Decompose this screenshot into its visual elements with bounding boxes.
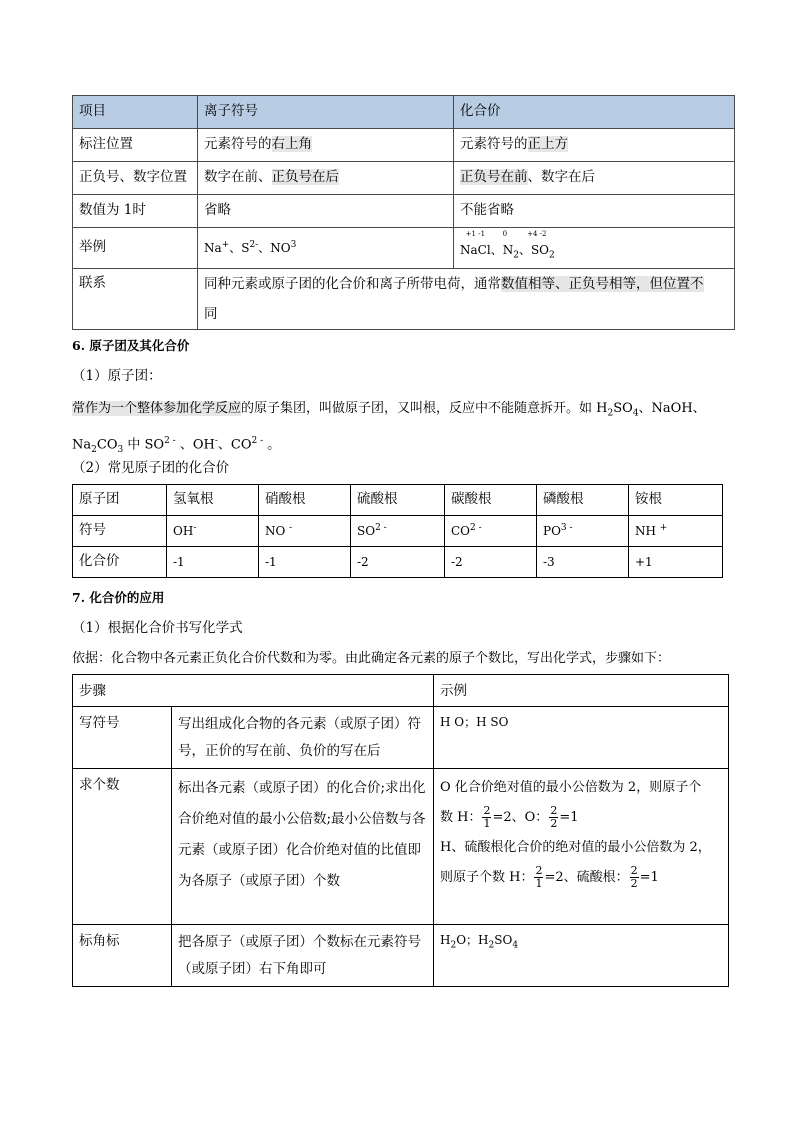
table-row (73, 925, 729, 987)
formula-text: CO (96, 436, 118, 452)
cell: +1 (629, 547, 723, 578)
table-row (73, 129, 735, 162)
header-valence: 化合价 (454, 96, 735, 129)
formula-text: H (440, 933, 451, 947)
superscript: - (193, 522, 197, 533)
row-label: 数值为 1时 (73, 195, 198, 228)
denominator: 1 (535, 877, 543, 890)
denominator: 2 (550, 817, 558, 830)
formula-text: 、S (229, 240, 250, 255)
cell (198, 162, 454, 195)
ion-vs-valence-table (72, 95, 735, 330)
cell-highlight: 正负号在前 (460, 169, 528, 186)
table-row (73, 516, 723, 547)
paragraph-text: 、NaOH、 (638, 401, 706, 416)
example-valence-cell (454, 228, 735, 269)
cell-text: 元素符号的 (204, 136, 272, 153)
section-6-sub1: （1）原子团： (72, 368, 162, 384)
paragraph-text: 。 (263, 436, 281, 452)
formula-n2 (490, 230, 519, 264)
subscript: 2 (607, 408, 614, 419)
example-ion-cell (198, 228, 454, 269)
numerator: 2 (535, 864, 543, 877)
cell: 碳酸根 (445, 485, 537, 516)
symbol-cell (629, 516, 723, 547)
formula-text: SO (494, 933, 513, 947)
subscript: 2 (488, 940, 495, 951)
highlighted-text: 常作为一个整体参加化学反应 (72, 401, 242, 416)
cell-text: 同种元素或原子团的化合价和离子所带电荷，通常 (204, 276, 501, 292)
step-desc: 写出组成化合物的各元素（或原子团）符号，正价的写在前、负价的写在后 (172, 707, 434, 769)
step-label: 求个数 (73, 769, 172, 925)
valence-mark: 0 (502, 230, 508, 239)
superscript: 2 - (375, 522, 387, 533)
subscript: 2 (91, 444, 97, 455)
example-text: O 化合价绝对值的最小公倍数为 2，则原子个 (440, 780, 702, 795)
formula-text: SO (613, 401, 633, 416)
cell: -2 (445, 547, 537, 578)
header-item: 项目 (73, 96, 198, 129)
cell: 铵根 (629, 485, 723, 516)
cell-text: 同 (204, 306, 218, 322)
example-text: 数 H： (440, 810, 482, 825)
cell: -1 (259, 547, 351, 578)
symbol-cell (445, 516, 537, 547)
steps-table (72, 674, 729, 987)
example-text: =2、O： (492, 810, 549, 825)
row-label: 化合价 (73, 547, 167, 578)
step-example (434, 925, 729, 987)
cell (454, 162, 735, 195)
cell-text: 、数字在后 (527, 169, 595, 186)
formula-text: PO (543, 523, 561, 538)
radical-valence-table (72, 484, 723, 578)
table-row (73, 707, 729, 769)
table-header-row (73, 675, 729, 707)
subscript: 3 (117, 444, 124, 455)
cell (454, 129, 735, 162)
subscript: 2 (450, 940, 457, 951)
cell (198, 129, 454, 162)
formula-text: Na (72, 436, 92, 452)
fraction (549, 805, 558, 830)
cell-highlight: 正负号在后 (271, 169, 339, 186)
table-row (73, 195, 735, 228)
valence-mark: +1 -1 (465, 230, 486, 239)
symbol-cell (351, 516, 445, 547)
formula-text: NaCl (460, 243, 491, 258)
superscript: + (659, 522, 668, 533)
section-6-paragraph (72, 395, 742, 464)
symbol-cell (259, 516, 351, 547)
example-text: 则原子个数 H： (440, 870, 534, 885)
example-text: =1 (559, 810, 579, 825)
cell-highlight: 正上方 (527, 136, 568, 153)
formula-nacl (460, 230, 491, 262)
superscript: 3 - (560, 522, 573, 533)
subscript: 2 (513, 250, 519, 261)
superscript: 2 - (164, 435, 176, 446)
section-7-title: 7. 化合价的应用 (72, 590, 165, 605)
cell-text: 元素符号的 (460, 136, 528, 153)
cell: -3 (537, 547, 629, 578)
table-row (73, 228, 735, 269)
numerator: 2 (630, 864, 638, 877)
cell-text: 数字在前、 (204, 169, 272, 186)
cell: 省略 (198, 195, 454, 228)
subscript: 2 (549, 250, 555, 261)
superscript: + (221, 239, 230, 250)
cell-highlight: 右上角 (271, 136, 312, 153)
subscript: 4 (512, 940, 519, 951)
denominator: 2 (630, 877, 638, 890)
step-desc: 标出各元素（或原子团）的化合价;求出化合价绝对值的最小公倍数;最小公倍数与各元素（或原子团）化合价绝对值的比值即为各原子（或原子团）个数 (172, 769, 434, 925)
table-row (73, 269, 735, 330)
row-label: 标注位置 (73, 129, 198, 162)
example-text: H、硫酸根化合价的绝对值的最小公倍数为 2， (440, 840, 711, 855)
denominator: 1 (483, 817, 491, 830)
step-label: 标角标 (73, 925, 172, 987)
cell: -1 (167, 547, 259, 578)
superscript: 2 - (251, 435, 264, 446)
row-label: 举例 (73, 228, 198, 269)
step-example: H O；H SO (434, 707, 729, 769)
cell: 氢氧根 (167, 485, 259, 516)
row-label: 正负号、数字位置 (73, 162, 198, 195)
cell: 硫酸根 (351, 485, 445, 516)
formula-so2 (518, 230, 555, 264)
superscript: 3 (290, 239, 297, 250)
table-row (73, 547, 723, 578)
formula-text: 、N (490, 243, 514, 258)
section-6-sub2: （2）常见原子团的化合价 (72, 460, 230, 476)
superscript: - (289, 522, 293, 533)
section-7-sub1: （1）根据化合价书写化学式 (72, 620, 243, 636)
fraction (534, 865, 543, 890)
symbol-cell (167, 516, 259, 547)
step-example (434, 769, 729, 925)
numerator: 2 (550, 804, 558, 817)
cell: -2 (351, 547, 445, 578)
step-desc: 把各原子（或原子团）个数标在元素符号（或原子团）右下角即可 (172, 925, 434, 987)
formula-text: OH (173, 523, 194, 538)
formula-text: NO (265, 523, 290, 538)
numerator: 2 (483, 804, 491, 817)
section-6-title: 6. 原子团及其化合价 (72, 338, 190, 353)
row-label: 符号 (73, 516, 167, 547)
header-ion-symbol: 离子符号 (198, 96, 454, 129)
example-text: =1 (639, 870, 659, 885)
subscript: 4 (632, 408, 639, 419)
cell: 硝酸根 (259, 485, 351, 516)
formula-text: CO (451, 523, 471, 538)
table-row (73, 485, 723, 516)
formula-text: O；H (456, 933, 489, 947)
valence-mark: +4 -2 (527, 230, 547, 239)
cell: 不能省略 (454, 195, 735, 228)
header-example: 示例 (434, 675, 729, 707)
paragraph-text: 中 SO (123, 436, 165, 452)
formula-text: 、NO (258, 240, 291, 255)
formula-text: SO (357, 523, 376, 538)
example-text: =2、硫酸根： (544, 870, 629, 885)
fraction (630, 865, 639, 890)
superscript: 2 - (470, 522, 482, 533)
superscript: 2- (249, 239, 259, 250)
symbol-cell (537, 516, 629, 547)
table-header-row (73, 96, 735, 129)
formula-text: NH (635, 523, 660, 538)
section-7-basis: 依据：化合物中各元素正负化合价代数和为零。由此确定各元素的原子个数比，写出化学式，步骤如下： (72, 651, 671, 666)
cell: 原子团 (73, 485, 167, 516)
table-row (73, 162, 735, 195)
fraction (482, 805, 491, 830)
formula-text: 、SO (518, 243, 549, 258)
superscript: - (214, 435, 218, 446)
relation-cell (198, 269, 735, 330)
paragraph-text: 、CO (217, 436, 252, 452)
cell: 磷酸根 (537, 485, 629, 516)
formula-text: Na (204, 240, 222, 255)
paragraph-text: 、OH (175, 436, 215, 452)
table-row (73, 769, 729, 925)
cell-highlight: 数值相等、正负号相等，但位置不 (501, 276, 704, 292)
step-label: 写符号 (73, 707, 172, 769)
header-steps: 步骤 (73, 675, 434, 707)
paragraph-text: 的原子集团，叫做原子团，又叫根，反应中不能随意拆开。如 H (241, 401, 608, 416)
row-label: 联系 (73, 269, 198, 330)
